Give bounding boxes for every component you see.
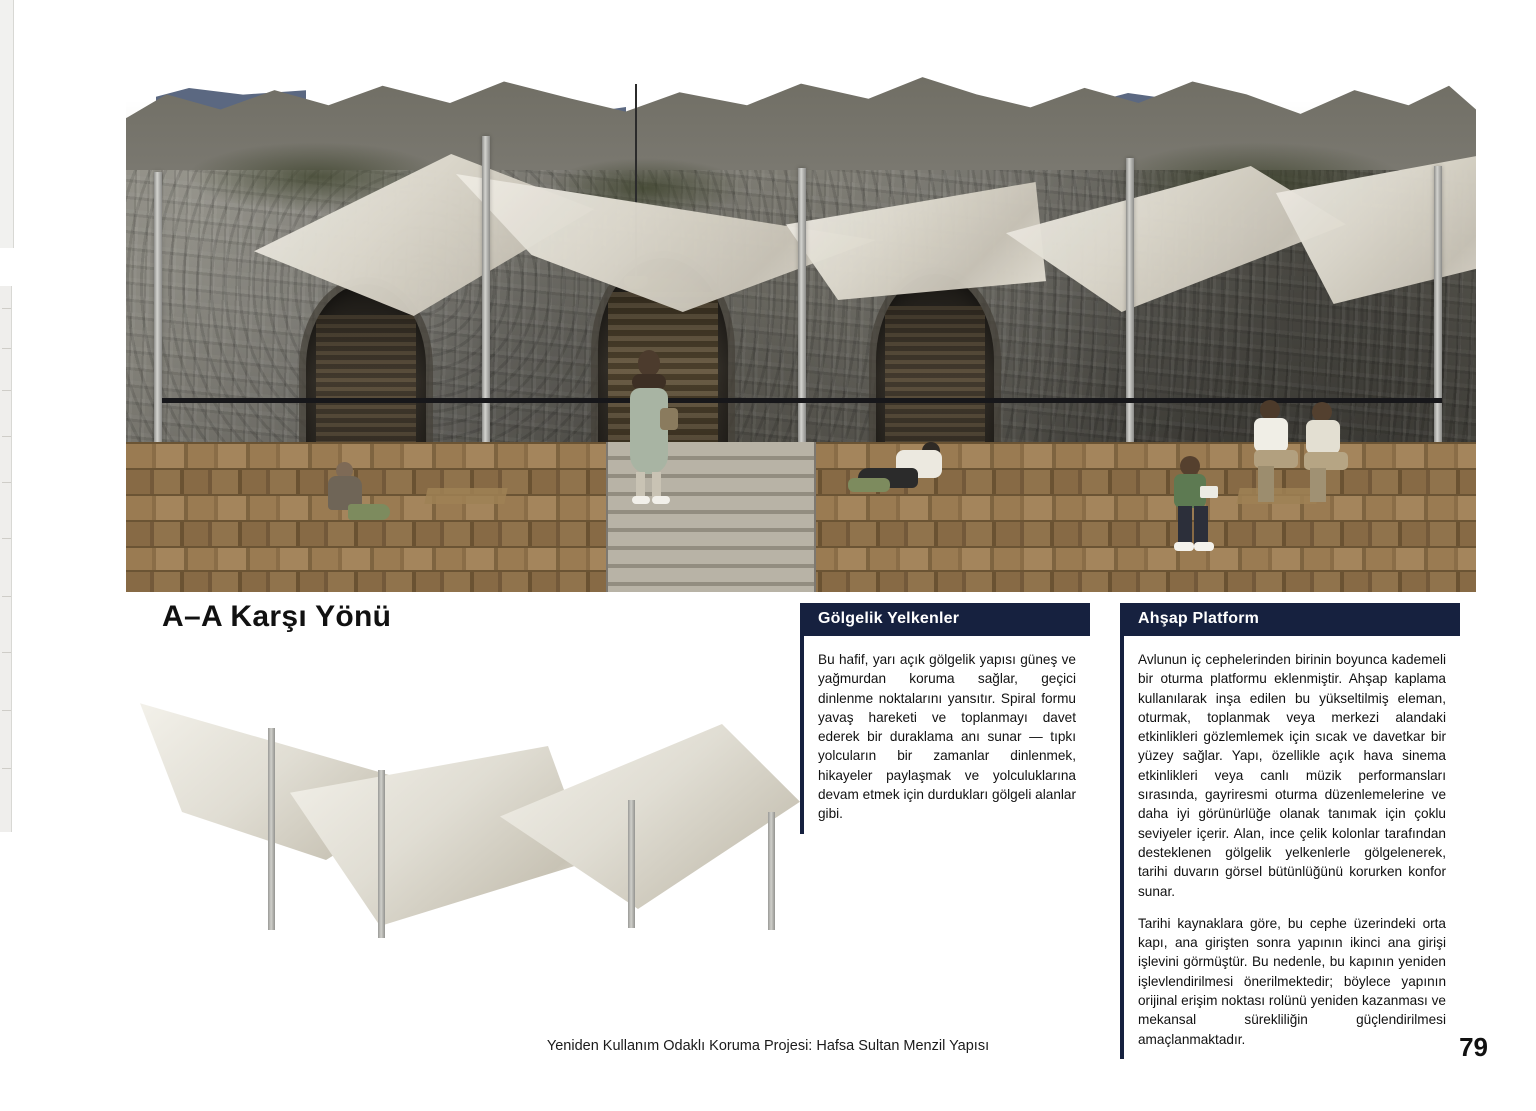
steel-column <box>268 728 275 930</box>
steel-column <box>768 812 775 930</box>
callout-title: Gölgelik Yelkenler <box>804 603 1090 636</box>
railing-bar <box>162 398 1442 403</box>
figure-pair-upper-right <box>1254 400 1364 518</box>
callout-paragraph: Avlunun iç cephelerinden birinin boyunca kademeli bir oturma platformu eklenmiştir. Ahşap kaplama kullanılarak inşa edilen bu yükseltilmiş eleman, oturmak, toplanmak veya merkezi alandaki etkinlikleri gözlemlemek için sıcak ve davetkar bir yüzey sağlar. Yapı, özellikle açık hava sinema etkinlikleri veya canlı müzik performansları sırasında, gayriresmi oturma düzenlemelerine ve daha iyi görünürlüğe olanak tanımak için çoklu seviyeler içerir. Alan, ince çelik kolonlar tarafından desteklenen gölgelik yelkenlerle gölgelenerek, tarihi duvarın görsel bütünlüğünü korurken konfor sunar. <box>1138 652 1446 899</box>
callout-shade-sails <box>800 603 1090 834</box>
steel-column <box>378 770 385 938</box>
figure-seated-left <box>324 462 390 534</box>
callout-paragraph: Tarihi kaynaklara göre, bu cephe üzerindeki orta kapı, ana girişten sonra yapının ikinci ana girişi işlevini görmüştür. Bu nedenle, bu kapının yeniden işlevlendirilmesi önerilmektedir; böylece yapının orijinal erişim noktası rolünü yeniden kazanması ve mekansal sürekliliğin güçlendirilmesi amaçlanmaktadır. <box>1138 915 1446 1047</box>
callout-paragraph: Bu hafif, yarı açık gölgelik yapısı güneş ve yağmurdan koruma sağlar, geçici dinlenme noktalarını yansıtır. Spiral formu yavaş hareketi ve toplanmayı davet ederek bir duraklama anı sunar — tıpkı yolcuların bir zamanlar dinlenmek, hikayeler paylaşmak ve yolculuklarına devam etmek için durdukları gölgeli alanlar gibi. <box>818 652 1076 822</box>
callout-wooden-platform <box>1120 603 1460 1059</box>
footer-project-title: Yeniden Kullanım Odaklı Koruma Projesi: Hafsa Sultan Menzil Yapısı <box>546 1038 990 1054</box>
figure-reclining-right <box>848 434 958 498</box>
page-edge-artifact-top <box>0 0 14 248</box>
page-title: A–A Karşı Yönü <box>162 600 392 633</box>
figure-reading-seated <box>1166 456 1224 558</box>
seating-mat <box>424 488 507 504</box>
shade-sail-detail-render <box>140 690 800 940</box>
figure-standing-center <box>622 350 678 512</box>
courtyard-elevation-render <box>126 62 1476 592</box>
callout-title: Ahşap Platform <box>1124 603 1460 636</box>
page-edge-artifact-middle <box>0 286 12 832</box>
page-number: 79 <box>1459 1032 1488 1062</box>
steel-column <box>628 800 635 928</box>
callout-body <box>1124 636 1460 1059</box>
callout-body <box>804 636 1090 834</box>
